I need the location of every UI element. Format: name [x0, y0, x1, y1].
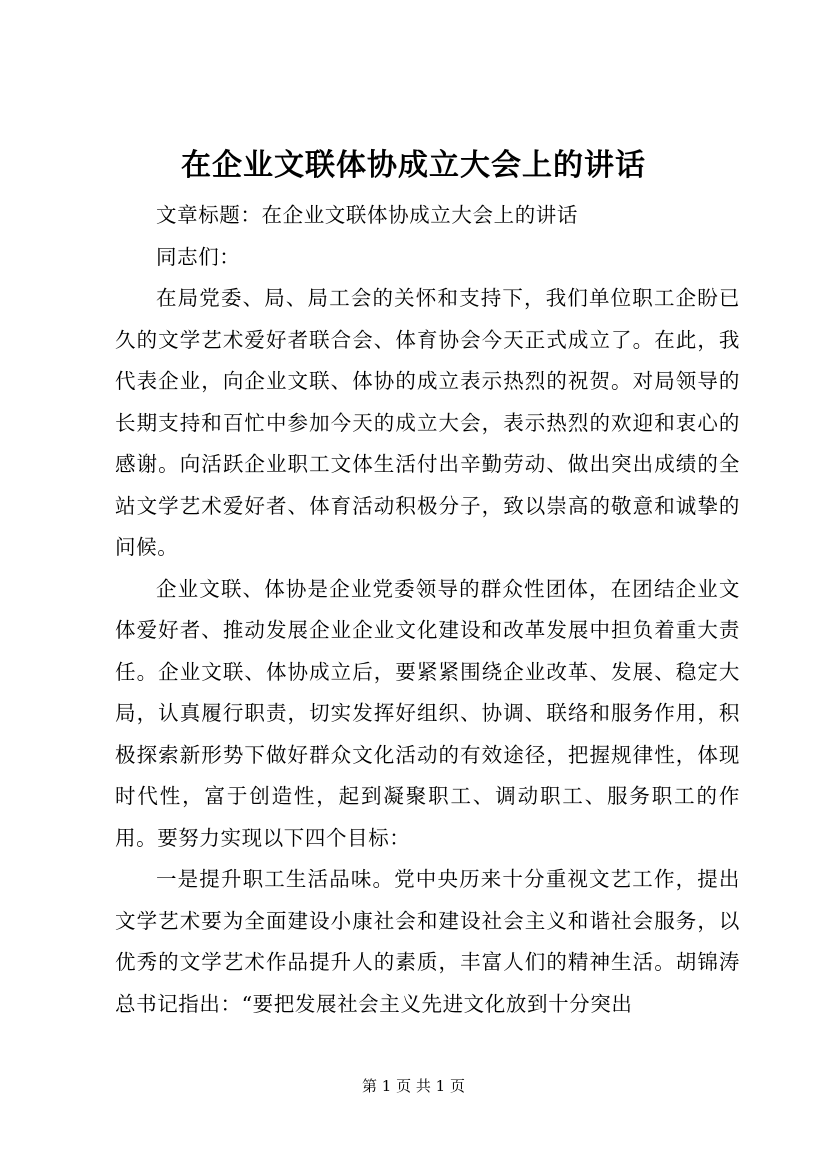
document-title: 在企业文联体协成立大会上的讲话 — [181, 148, 646, 183]
salutation: 同志们： — [156, 244, 241, 269]
page-footer: 第 1 页 共 1 页 — [362, 1077, 465, 1095]
paragraph-intro: 在局党委、局、局工会的关怀和支持下，我们单位职工企盼已久的文学艺术爱好者联合会、体育协会今天正式成立了。在此，我代表企业，向企业文联、体协的成立表示热烈的祝贺。对局领导的长期支持和百忙中参加今天的成立大会，表示热烈的欢迎和衷心的感谢。向活跃企业职工文体生活付出辛勤劳动、做出突出成绩的全站文学艺术爱好者、体育活动积极分子，致以崇高的敬意和诚挚的问候。 — [115, 286, 740, 559]
article-title-line: 文章标题：在企业文联体协成立大会上的讲话 — [156, 203, 578, 227]
paragraph-role: 企业文联、体协是企业党委领导的群众性团体，在团结企业文体爱好者、推动发展企业企业文化建设和改革发展中担负着重大责任。企业文联、体协成立后，要紧紧围绕企业改革、发展、稳定大局，认真履行职责，切实发挥好组织、协调、联络和服务作用，积极探索新形势下做好群众文化活动的有效途径，把握规律性，体现时代性，富于创造性，起到凝聚职工、调动职工、服务职工的作用。要努力实现以下四个目标： — [115, 576, 740, 850]
document-body — [115, 195, 740, 1025]
paragraph-goal-one: 一是提升职工生活品味。党中央历来十分重视文艺工作，提出文学艺术要为全面建设小康社会和建设社会主义和谐社会服务，以优秀的文学艺术作品提升人的素质，丰富人们的精神生活。胡锦涛总书记指出：“要把发展社会主义先进文化放到十分突出 — [115, 867, 740, 1016]
